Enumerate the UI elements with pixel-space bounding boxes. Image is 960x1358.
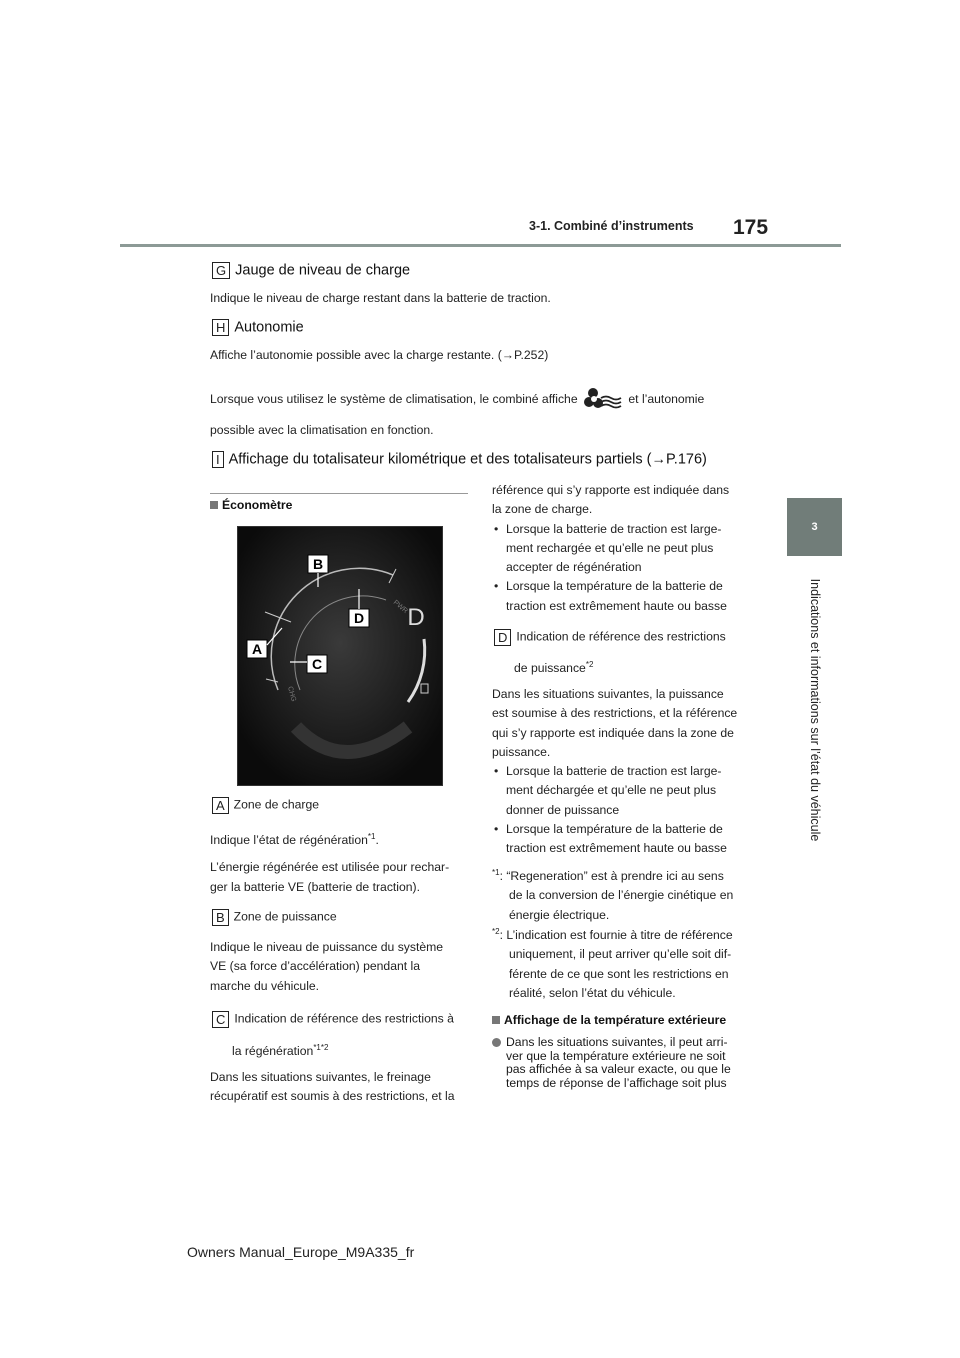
chapter-tab: [787, 498, 842, 556]
note-pre: Lorsque vous utilisez le système de climatisation, le combiné affiche: [210, 392, 578, 407]
econometer-illustration: [238, 527, 442, 785]
callout-a-label: A: [251, 641, 263, 657]
chapter-side-label: [787, 560, 842, 860]
item-h-title: Autonomie: [234, 319, 304, 336]
label-box-d: D: [494, 629, 511, 646]
item-d-title: Indication de référence des restrictions: [516, 629, 726, 644]
item-b-heading: [212, 909, 337, 926]
item-d-title-line2: de puissance$^{*2}$: [514, 660, 594, 676]
note-post: et l’autonomie: [628, 392, 705, 407]
item-d-bullet-2: • Lorsque la température de la batterie de: [492, 820, 762, 839]
item-c-title: Indication de référence des restrictions à: [234, 1011, 454, 1026]
item-d-text: Dans les situations suivantes, la puissance est soumise à des restrictions, et la référence qui s’y rapporte est indiquée dans la zone de puissance. • Lorsque la batterie de traction est large- ment déchargée et qu’elle ne peut plus donner de puissance • Lorsque la température de la batterie de traction est extrêmement haute ou basse: [492, 685, 762, 859]
item-c-bullet-2: • Lorsque la température de la batterie de: [492, 577, 762, 596]
outside-temp-heading: Affichage de la température extérieure: [492, 1013, 726, 1027]
climate-fan-icon: [584, 386, 622, 414]
item-g-desc: Indique le niveau de charge restant dans la batterie de traction.: [210, 291, 551, 305]
header-rule: [120, 244, 841, 247]
label-box-c: C: [212, 1011, 229, 1028]
item-i-heading: [212, 451, 707, 468]
item-g-heading: [212, 262, 410, 279]
item-i-title: Affichage du totalisateur kilométrique et des totalisateurs partiels (→P.176): [228, 451, 707, 468]
callout-c-label: C: [311, 656, 323, 672]
item-h-note-line2: possible avec la climatisation en fonction.: [210, 423, 434, 437]
item-a-heading: [212, 797, 319, 814]
footnote-2: $^{*2}$: L’indication est fournie à titre de référence uniquement, il peut arriver qu’elle soit dif- férente de ce que sont les restrictions en réalité, selon l’état du véhicule.: [492, 927, 733, 1000]
footer-doc-id: Owners Manual_Europe_M9A335_fr: [187, 1244, 415, 1260]
label-box-b: B: [212, 909, 229, 926]
chapter-number: 3: [811, 521, 818, 533]
item-h-heading: [212, 319, 304, 336]
chg-label: CHG: [286, 685, 297, 703]
item-h-note: [210, 386, 704, 414]
page-number: 175: [733, 216, 769, 239]
item-c-text-cont: référence qui s’y rapporte est indiquée dans la zone de charge. • Lorsque la batterie de traction est large- ment rechargée et qu’elle ne peut plus accepter de régénération • Lorsque la température de la batterie de traction est extrêmement haute ou basse: [492, 481, 762, 616]
item-d-heading: [494, 629, 726, 646]
section-rule: [210, 493, 468, 494]
item-c-heading: [212, 1011, 454, 1028]
gear-indicator: D: [407, 604, 425, 631]
item-c-text: Dans les situations suivantes, le freinage récupératif est soumis à des restrictions, et la: [210, 1070, 455, 1104]
item-g-title: Jauge de niveau de charge: [235, 262, 411, 279]
item-d-bullet-1: • Lorsque la batterie de traction est large-: [492, 762, 762, 781]
label-box-g: G: [212, 262, 230, 279]
chapter-title: Indications et informations sur l’état du véhicule: [807, 578, 822, 842]
section-title: 3-1. Combiné d’instruments: [529, 219, 694, 233]
pwr-label: PWR: [391, 599, 409, 616]
label-box-a: A: [212, 797, 229, 814]
label-box-h: H: [212, 319, 229, 336]
item-c-title-line2: la régénération$^{*1*2}$: [232, 1043, 329, 1059]
econometer-heading: Économètre: [210, 498, 292, 512]
econometer-figure: [237, 526, 443, 786]
item-a-text: Indique l’état de régénération$^{*1}$. L’énergie régénérée est utilisée pour rechar- ger la batterie VE (batterie de traction).: [210, 832, 450, 894]
label-box-i: I: [212, 451, 224, 468]
callout-d-label: D: [353, 610, 365, 626]
item-b-text: Indique le niveau de puissance du système VE (sa force d’accélération) pendant la marche du véhicule.: [210, 940, 444, 993]
item-a-title: Zone de charge: [233, 797, 320, 812]
outside-temp-bullet: Dans les situations suivantes, il peut arri- ver que la température extérieure ne soit pas affichée à sa valeur exacte, ou que le temps de réponse de l’affichage soit plus: [492, 1036, 776, 1090]
footnote-1: $^{*1}$: “Regeneration” est à prendre ici au sens de la conversion de l’énergie cinétique en énergie électrique.: [492, 868, 734, 922]
callout-b-label: B: [312, 556, 324, 572]
item-b-title: Zone de puissance: [233, 909, 337, 924]
item-h-desc: Affiche l’autonomie possible avec la charge restante. (→P.252): [210, 348, 549, 362]
item-c-bullet-1: • Lorsque la batterie de traction est large-: [492, 520, 762, 539]
